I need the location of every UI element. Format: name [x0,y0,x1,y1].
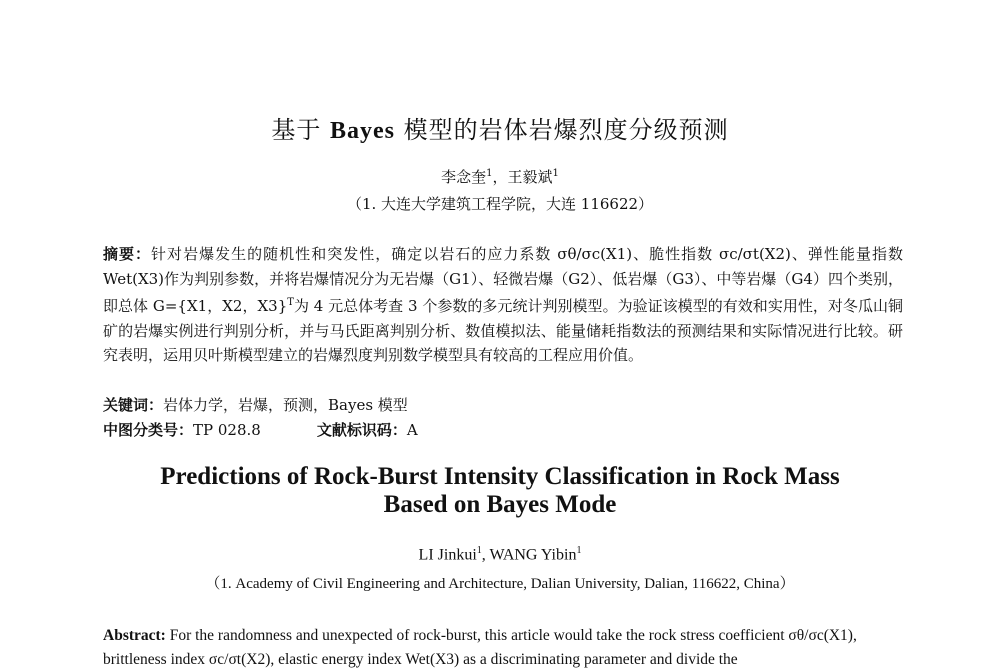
cn-class-value: TP 028.8 [193,421,261,439]
en-author-2: WANG Yibin [489,546,577,564]
en-abstract-label: Abstract: [103,627,166,644]
chinese-classification [103,418,903,443]
cn-author-sep: ， [492,168,508,186]
cn-doc-label: 文献标识码： [316,421,407,439]
english-authors [0,545,1000,564]
chinese-authors [0,166,1000,187]
cn-class-label: 中图分类号： [103,421,194,439]
english-abstract [103,624,903,672]
cn-author-2: 王毅斌 [507,168,553,186]
en-author-2-sup: 1 [576,545,582,556]
cn-abstract-text-1: 针对岩爆发生的随机性和突发性，确定以岩石的应力系数 σθ/σc(X1)、脆性指数 σc/σt(X2)、弹性能量指数 Wet(X3)作为判别参数，并将岩爆情况分为无岩爆（G1）、轻微岩爆（G2）、低岩爆（G3）、中等岩爆（G4）四个类别，即总体 G={X1，X2，X3} [103,245,903,315]
english-title [0,463,1000,519]
cn-title-prefix: 基于 [271,116,330,144]
en-title-line-1: Predictions of Rock-Burst Intensity Classification in Rock Mass [160,463,840,490]
cn-title-suffix: 模型的岩体岩爆烈度分级预测 [395,116,729,144]
chinese-abstract [103,242,903,368]
cn-author-2-sup: 1 [552,168,559,179]
cn-keywords-value: 岩体力学，岩爆，预测，Bayes 模型 [163,396,408,414]
cn-doc-value: A [406,421,418,439]
chinese-keywords [103,393,903,418]
chinese-title [0,110,1000,145]
cn-author-1: 李念奎 [441,168,487,186]
cn-abstract-label: 摘要： [103,245,152,263]
cn-author-1-sup: 1 [486,168,493,179]
en-author-sep: , [481,546,490,564]
cn-abstract-text-2: 为 4 元总体考查 3 个参数的多元统计判别模型。为验证该模型的有效和实用性，对冬瓜山铜矿的岩爆实例进行判别分析，并与马氏距离判别分析、数值模拟法、能量储耗指数法的预测结果和实际情况进行比较。研究表明，运用贝叶斯模型建立的岩爆烈度判别数学模型具有较高的工程应用价值。 [103,297,903,364]
cn-abstract-sup: T [287,297,294,308]
en-author-1-sup: 1 [476,545,482,556]
en-author-1: LI Jinkui [418,546,477,564]
cn-title-latin: Bayes [330,118,395,144]
en-title-line-2: Based on Bayes Mode [383,491,617,518]
en-abstract-text: For the randomness and unexpected of rock-burst, this article would take the rock stress coefficient σθ/σc(X1), brittleness index σc/σt(X2), elastic energy index Wet(X3) as a discriminating parameter and divide the [103,627,857,668]
english-affiliation: （1. Academy of Civil Engineering and Architecture, Dalian University, Dalian, 116622, China） [205,576,795,592]
cn-keywords-label: 关键词： [103,396,164,414]
chinese-affiliation: （1. 大连大学建筑工程学院，大连 116622） [346,195,654,213]
